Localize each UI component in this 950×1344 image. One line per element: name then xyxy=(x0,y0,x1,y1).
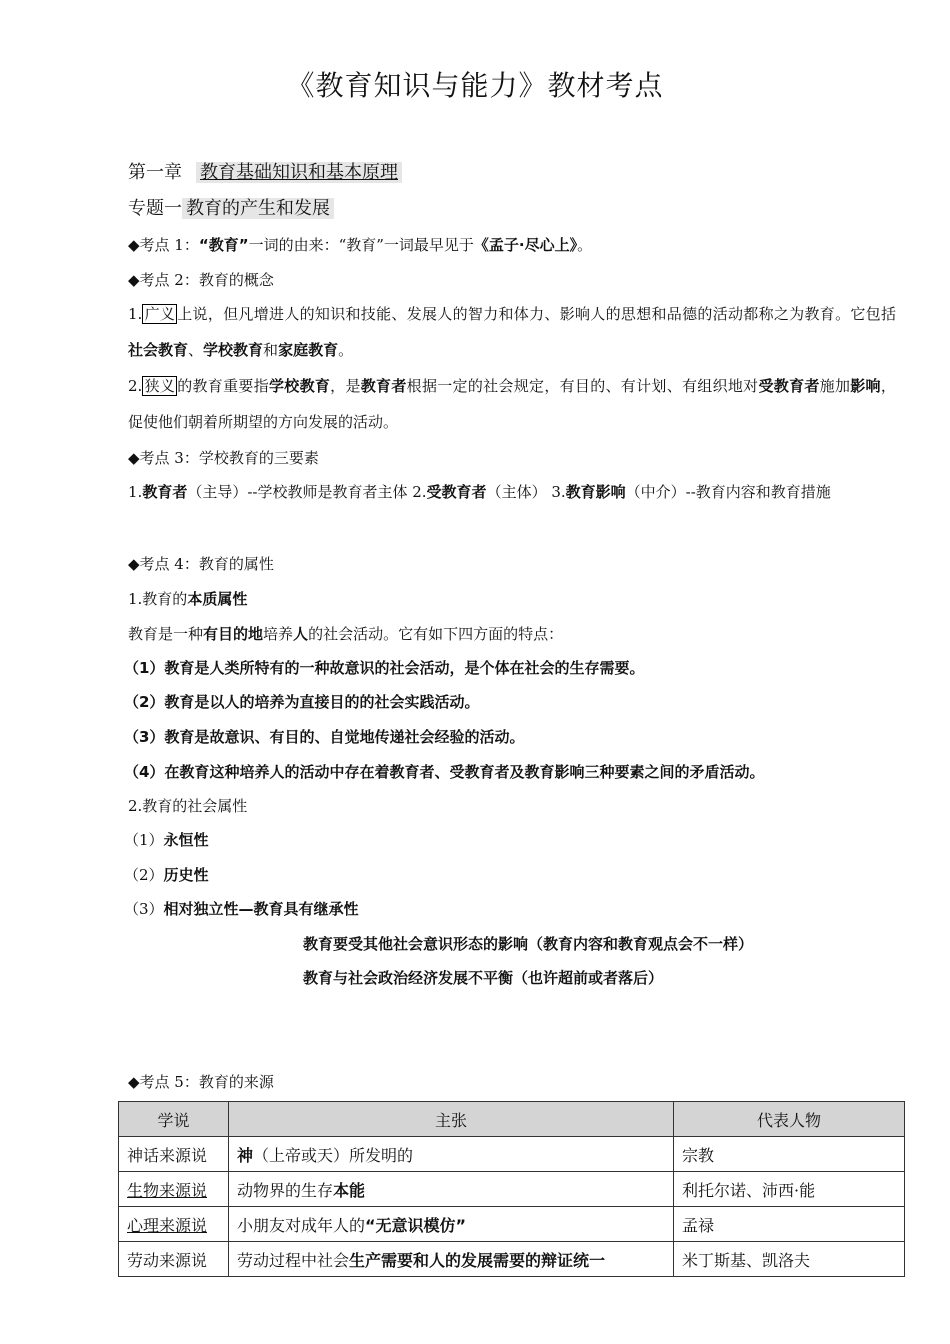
p3-text-a: （主导）--学校教师是教育者主体 2. xyxy=(187,483,427,501)
attr1-heading xyxy=(128,589,247,609)
p2-educator: 教育者 xyxy=(360,377,407,395)
p2-educatee: 受教育者 xyxy=(758,377,820,395)
p3-num: 1. xyxy=(128,483,143,501)
kp1-term: “教育” xyxy=(198,236,249,254)
claim-cell xyxy=(229,1137,674,1172)
social-text: 永恒性 xyxy=(163,831,209,849)
p2-text-a: 的教育重要指 xyxy=(177,377,269,395)
chapter-name: 教育基础知识和基本原理 xyxy=(196,162,402,183)
col-theory: 学说 xyxy=(119,1102,229,1137)
chapter-heading xyxy=(128,163,402,183)
claim-text: （上帝或天）所发明的 xyxy=(253,1145,414,1165)
p3-educator: 教育者 xyxy=(142,483,188,501)
social-num: （2） xyxy=(124,866,164,884)
independence-note: 教育要受其他社会意识形态的影响（教育内容和教育观点会不一样） xyxy=(303,935,754,953)
topic-label: 专题一 xyxy=(128,198,182,219)
document-title: 《教育知识与能力》教材考点 xyxy=(286,69,664,102)
social-item xyxy=(124,830,209,850)
table-row xyxy=(119,1137,905,1172)
theory-cell: 生物来源说 xyxy=(119,1172,229,1207)
intro-b: 培养 xyxy=(263,625,294,643)
p3-educatee: 受教育者 xyxy=(426,483,487,501)
three-elements xyxy=(128,474,896,510)
topic-heading xyxy=(128,199,334,219)
intro-c: 的社会活动。它有如下四方面的特点： xyxy=(308,625,564,643)
col-person: 代表人物 xyxy=(674,1102,905,1137)
attr1-intro xyxy=(128,624,563,644)
table-row xyxy=(119,1172,905,1207)
kp4-heading: ◆考点 4：教育的属性 xyxy=(128,555,274,573)
kp1-book: 《孟子·尽心上》 xyxy=(473,236,578,254)
table-row xyxy=(119,1207,905,1242)
table-header-row xyxy=(119,1102,905,1137)
social-num: （3） xyxy=(124,900,164,918)
intro-person: 人 xyxy=(293,625,309,643)
p2-text-b: ，是 xyxy=(330,377,361,395)
kp5-heading: ◆考点 5：教育的来源 xyxy=(128,1073,274,1091)
feature-item: （1）教育是人类所特有的一种故意识的社会活动，是个体在社会的生存需要。 xyxy=(124,659,645,677)
claim-bold: 生产需要和人的发展需要的辩证统一 xyxy=(349,1250,606,1270)
claim-bold: “无意识模仿” xyxy=(365,1215,467,1235)
p2-num: 2. xyxy=(128,377,143,395)
social-text: 历史性 xyxy=(163,866,209,884)
kp2-heading: ◆考点 2：教育的概念 xyxy=(128,271,274,289)
claim-text: 劳动过程中社会 xyxy=(237,1250,350,1270)
kp1-end: 。 xyxy=(577,236,593,254)
p1-sep: 、 xyxy=(188,341,204,359)
p1-family: 家庭教育 xyxy=(278,341,339,359)
p3-text-c: （中介）--教育内容和教育措施 xyxy=(625,483,831,501)
p1-text: 上说，但凡增进人的知识和技能、发展人的智力和体力、影响人的思想和品德的活动都称之为教育。它包括 xyxy=(177,305,896,323)
table-row xyxy=(119,1242,905,1277)
kp1-line xyxy=(128,235,592,255)
kp1-label: ◆考点 1： xyxy=(128,236,199,254)
p2-term: 狭义 xyxy=(144,377,176,395)
person-cell: 孟禄 xyxy=(674,1207,905,1242)
person-cell: 米丁斯基、凯洛夫 xyxy=(674,1242,905,1277)
p1-end: 。 xyxy=(338,341,354,359)
theory-cell: 神话来源说 xyxy=(119,1137,229,1172)
kp3-heading: ◆考点 3：学校教育的三要素 xyxy=(128,449,319,467)
theory-cell: 劳动来源说 xyxy=(119,1242,229,1277)
attr1-name: 本质属性 xyxy=(187,590,248,608)
person-cell: 利托尔诺、沛西·能 xyxy=(674,1172,905,1207)
intro-a: 教育是一种 xyxy=(128,625,204,643)
social-num: （1） xyxy=(124,831,164,849)
social-item xyxy=(124,899,359,919)
p1-school: 学校教育 xyxy=(203,341,264,359)
attr1-num: 1.教育的 xyxy=(128,590,188,608)
person-cell: 宗教 xyxy=(674,1137,905,1172)
p2-text-c: 根据一定的社会规定，有目的、有计划、有组织地对 xyxy=(406,377,759,395)
p1-social: 社会教育 xyxy=(128,341,189,359)
claim-cell xyxy=(229,1172,674,1207)
origins-table xyxy=(118,1101,905,1277)
col-claim: 主张 xyxy=(229,1102,674,1137)
feature-item: （2）教育是以人的培养为直接目的的社会实践活动。 xyxy=(124,693,480,711)
narrow-definition xyxy=(128,368,896,440)
p1-num: 1. xyxy=(128,305,143,323)
intro-purposeful: 有目的地 xyxy=(203,625,264,643)
claim-bold: 本能 xyxy=(333,1180,366,1200)
p2-school: 学校教育 xyxy=(268,377,331,395)
feature-item: （4）在教育这种培养人的活动中存在着教育者、受教育者及教育影响三种要素之间的矛盾活动。 xyxy=(124,763,765,781)
social-text: 相对独立性—教育具有继承性 xyxy=(163,900,359,918)
claim-text: 动物界的生存 xyxy=(237,1180,334,1200)
chapter-label: 第一章 xyxy=(128,162,182,183)
kp1-text: 一词的由来：“教育”一词最早见于 xyxy=(248,236,474,254)
attr2-heading: 2.教育的社会属性 xyxy=(128,797,248,815)
p3-text-b: （主体） 3. xyxy=(486,483,566,501)
claim-text: 小朋友对成年人的 xyxy=(237,1215,366,1235)
independence-note: 教育与社会政治经济发展不平衡（也许超前或者落后） xyxy=(303,969,664,987)
broad-definition xyxy=(128,296,896,368)
p2-text-e: ，促使他们朝着所期望的方向发展的活动。 xyxy=(128,377,896,431)
topic-name: 教育的产生和发展 xyxy=(182,198,334,219)
feature-item: （3）教育是故意识、有目的、自觉地传递社会经验的活动。 xyxy=(124,728,525,746)
p1-and: 和 xyxy=(263,341,279,359)
social-item xyxy=(124,865,209,885)
p2-influence: 影响 xyxy=(850,377,881,395)
claim-bold: 神 xyxy=(237,1145,254,1165)
claim-cell xyxy=(229,1242,674,1277)
p2-text-d: 施加 xyxy=(819,377,851,395)
p1-term: 广义 xyxy=(144,305,176,323)
p3-influence: 教育影响 xyxy=(565,483,626,501)
theory-cell: 心理来源说 xyxy=(119,1207,229,1242)
claim-cell xyxy=(229,1207,674,1242)
